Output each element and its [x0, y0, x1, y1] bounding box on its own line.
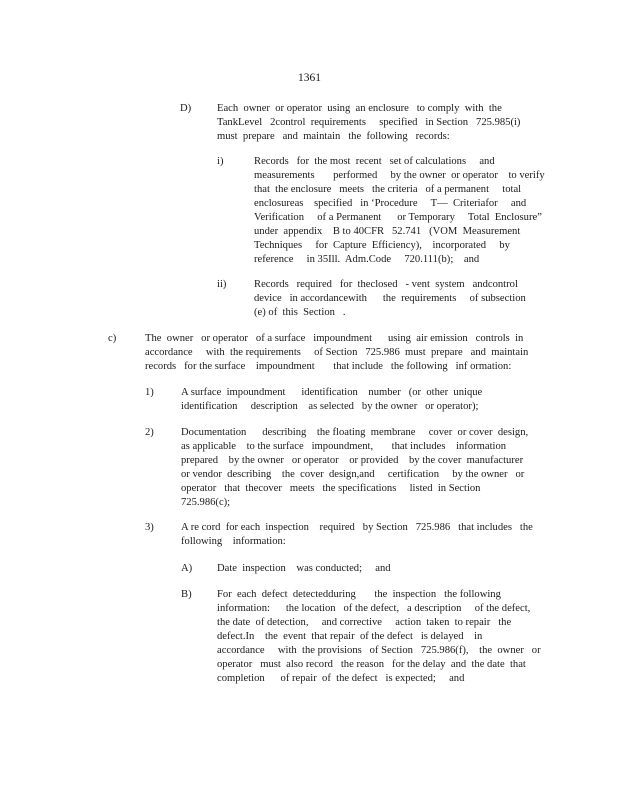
- paragraph-line: 725.986(c);: [181, 497, 231, 508]
- paragraph-line: enclosureas specified in ‘Procedure T— Criteriafor and: [254, 198, 527, 209]
- item-marker: 2): [145, 427, 154, 438]
- paragraph-line: must prepare and maintain the following records:: [217, 131, 450, 142]
- paragraph-line: operator must also record the reason for the delay and the date that: [217, 659, 526, 670]
- paragraph-line: Records for the most recent set of calculations and: [254, 156, 495, 167]
- paragraph-line: accordance with the requirements of Section 725.986 must prepare and maintain: [145, 347, 529, 358]
- paragraph-line: TankLevel 2control requirements specified in Section 725.985(i): [217, 117, 521, 128]
- paragraph-line: Records required for theclosed - vent system andcontrol: [254, 279, 518, 290]
- item-marker: A): [181, 563, 193, 574]
- paragraph-line: device in accordancewith the requirements of subsection: [254, 293, 526, 304]
- paragraph-line: Date inspection was conducted; and: [217, 563, 391, 574]
- paragraph-line: that the enclosure meets the criteria of a permanent total: [254, 184, 522, 195]
- paragraph-line: information: the location of the defect, a description of the defect,: [217, 603, 531, 614]
- paragraph-line: Each owner or operator using an enclosure to comply with the: [217, 103, 502, 114]
- item-marker: i): [217, 156, 224, 167]
- paragraph-line: as applicable to the surface impoundment, that includes information: [181, 441, 507, 452]
- paragraph-line: For each defect detectedduring the inspection the following: [217, 589, 501, 600]
- paragraph-line: A re cord for each inspection required by Section 725.986 that includes the: [181, 522, 533, 533]
- paragraph-line: accordance with the provisions of Section 725.986(f), the owner or: [217, 645, 541, 656]
- item-marker: c): [108, 333, 117, 344]
- paragraph-line: Verification of a Permanent or Temporary Total Enclosure”: [254, 212, 542, 223]
- paragraph-line: operator that thecover meets the specifications listed in Section: [181, 483, 481, 494]
- paragraph-line: under appendix B to 40CFR 52.741 (VOM Measurement: [254, 226, 521, 237]
- paragraph-line: Techniques for Capture Efficiency), incorporated by: [254, 240, 510, 251]
- paragraph-line: Documentation describing the floating membrane cover or cover design,: [181, 427, 529, 438]
- paragraph-line: identification description as selected by the owner or operator);: [181, 401, 479, 412]
- item-marker: 1): [145, 387, 154, 398]
- page-number: 1361: [298, 72, 321, 84]
- paragraph-line: A surface impoundment identification number (or other unique: [181, 387, 483, 398]
- item-marker: 3): [145, 522, 154, 533]
- paragraph-line: defect.In the event that repair of the defect is delayed in: [217, 631, 483, 642]
- paragraph-line: records for the surface impoundment that include the following inf ormation:: [145, 361, 512, 372]
- paragraph-line: the date of detection, and corrective action taken to repair the: [217, 617, 512, 628]
- item-marker: ii): [217, 279, 227, 290]
- paragraph-line: prepared by the owner or operator or provided by the cover manufacturer: [181, 455, 524, 466]
- item-marker: D): [180, 103, 192, 114]
- item-marker: B): [181, 589, 192, 600]
- paragraph-line: reference in 35Ill. Adm.Code 720.111(b); and: [254, 254, 480, 265]
- paragraph-line: completion of repair of the defect is expected; and: [217, 673, 465, 684]
- paragraph-line: measurements performed by the owner or operator to verify: [254, 170, 545, 181]
- paragraph-line: following information:: [181, 536, 286, 547]
- paragraph-line: (e) of this Section .: [254, 307, 346, 318]
- paragraph-line: The owner or operator of a surface impoundment using air emission controls in: [145, 333, 524, 344]
- paragraph-line: or vendor describing the cover design,and certification by the owner or: [181, 469, 525, 480]
